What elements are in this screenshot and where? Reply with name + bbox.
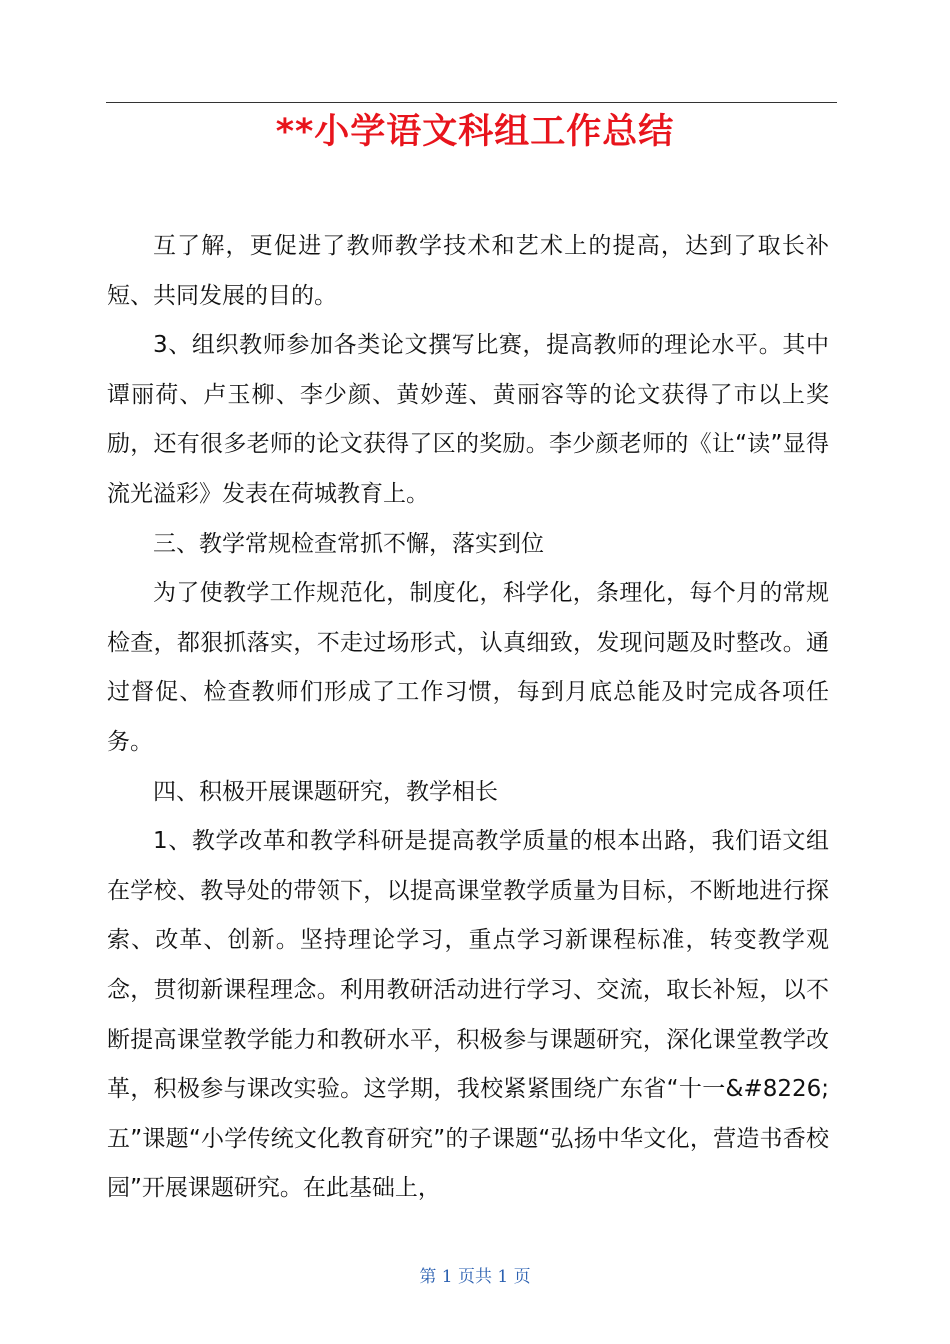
paragraph: 3、组织教师参加各类论文撰写比赛，提高教师的理论水平。其中谭丽荷、卢玉柳、李少颜、黄妙莲、黄丽容等的论文获得了市以上奖励，还有很多老师的论文获得了区的奖励。李少颜老师的《让“读”显得流光溢彩》发表在荷城教育上。 <box>107 332 829 507</box>
section-heading: 四、积极开展课题研究，教学相长 <box>153 778 498 805</box>
section-heading: 三、教学常规检查常抓不懈，落实到位 <box>153 530 544 557</box>
paragraph: 为了使教学工作规范化，制度化，科学化，条理化，每个月的常规检查，都狠抓落实，不走过场形式，认真细致，发现问题及时整改。通过督促、检查教师们形成了工作习惯，每到月底总能及时完成各项任务。 <box>107 580 829 755</box>
document-body <box>107 222 829 1214</box>
document-title: **小学语文科组工作总结 <box>275 112 675 152</box>
paragraph: 互了解，更促进了教师教学技术和艺术上的提高，达到了取长补短、共同发展的目的。 <box>107 233 829 309</box>
paragraph: 1、教学改革和教学科研是提高教学质量的根本出路，我们语文组在学校、教导处的带领下，以提高课堂教学质量为目标，不断地进行探索、改革、创新。坚持理论学习，重点学习新课程标准，转变教学观念，贯彻新课程理念。利用教研活动进行学习、交流，取长补短，以不断提高课堂教学能力和教研水平，积极参与课题研究，深化课堂教学改革，积极参与课改实验。这学期，我校紧紧围绕广东省“十一&#8226;五”课题“小学传统文化教育研究”的子课题“弘扬中华文化，营造书香校园”开展课题研究。在此基础上， <box>107 828 829 1202</box>
page-number: 第 1 页共 1 页 <box>419 1267 531 1287</box>
header-rule <box>106 102 837 103</box>
